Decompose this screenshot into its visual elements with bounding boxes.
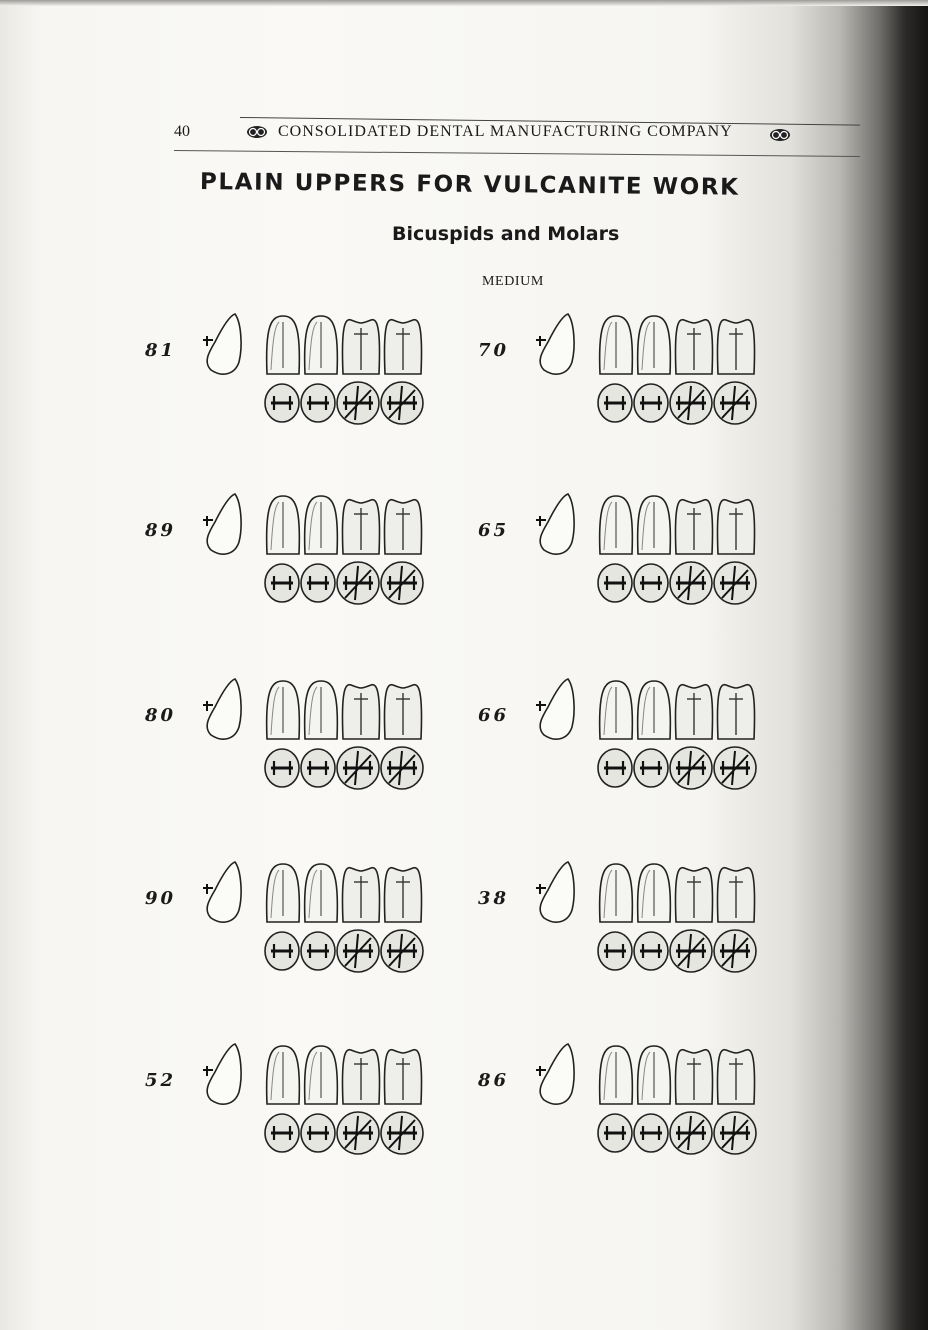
- page-header: [174, 119, 860, 149]
- tooth-illustration-icon: [195, 310, 495, 440]
- size-label: MEDIUM: [482, 274, 544, 289]
- tooth-illustration-icon: [195, 490, 495, 620]
- cdm-monogram-icon: [246, 125, 268, 139]
- mould-number: 65: [478, 520, 510, 541]
- tooth-mould: [478, 1040, 798, 1180]
- tooth-illustration-icon: [528, 675, 828, 805]
- page-top-edge: [0, 0, 928, 6]
- mould-number: 86: [478, 1070, 510, 1091]
- header-rule-bottom: [174, 150, 860, 157]
- tooth-mould: [478, 310, 798, 450]
- tooth-mould: [145, 675, 465, 815]
- tooth-illustration-icon: [195, 675, 495, 805]
- tooth-illustration-icon: [528, 490, 828, 620]
- company-name: CONSOLIDATED DENTAL MANUFACTURING COMPANY: [278, 123, 733, 140]
- tooth-illustration-icon: [195, 1040, 495, 1170]
- mould-number: 52: [145, 1070, 177, 1091]
- tooth-mould: [478, 858, 798, 998]
- page-number: 40: [174, 123, 190, 140]
- tooth-mould: [145, 310, 465, 450]
- mould-number: 80: [145, 705, 177, 726]
- page-subtitle: Bicuspids and Molars: [392, 223, 620, 245]
- tooth-mould: [478, 490, 798, 630]
- tooth-illustration-icon: [528, 1040, 828, 1170]
- mould-number: 38: [478, 888, 510, 909]
- tooth-illustration-icon: [528, 858, 828, 988]
- mould-number: 81: [145, 340, 177, 361]
- cdm-monogram-icon: [769, 128, 791, 142]
- tooth-mould: [145, 858, 465, 998]
- tooth-illustration-icon: [195, 858, 495, 988]
- mould-number: 90: [145, 888, 177, 909]
- page-title: PLAIN UPPERS FOR VULCANITE WORK: [199, 169, 740, 201]
- tooth-mould: [478, 675, 798, 815]
- mould-number: 66: [478, 705, 510, 726]
- mould-number: 89: [145, 520, 177, 541]
- tooth-illustration-icon: [528, 310, 828, 440]
- tooth-mould: [145, 1040, 465, 1180]
- mould-number: 70: [478, 340, 510, 361]
- tooth-mould: [145, 490, 465, 630]
